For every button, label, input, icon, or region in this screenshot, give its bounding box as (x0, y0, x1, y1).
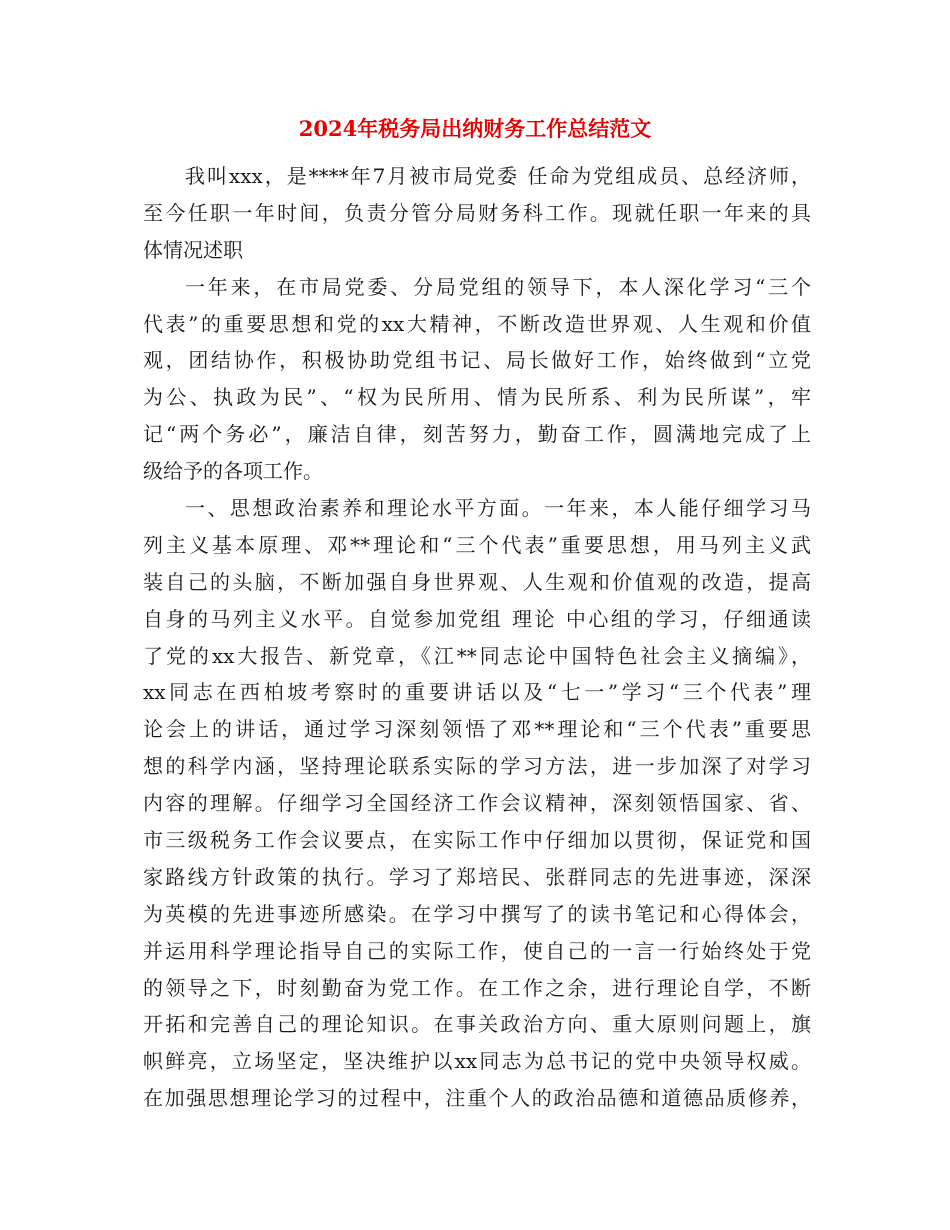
paragraph-line: 了党的xx大报告、新党章，《江**同志论中国特色社会主义摘编》， (143, 643, 811, 668)
document-title: 2024年税务局出纳财务工作总结范文 (298, 116, 652, 141)
paragraph-line: 装自己的头脑，不断加强自身世界观、人生观和价值观的改造，提高 (143, 569, 811, 594)
paragraph-line: 自身的马列主义水平。自觉参加党组 理论 中心组的学习，仔细通读 (143, 606, 811, 631)
paragraph-line: 为公、执政为民”、“权为民所用、情为民所系、利为民所谋”，牢 (143, 385, 811, 410)
paragraph-line: 并运用科学理论指导自己的实际工作，使自己的一言一行始终处于党 (143, 938, 811, 963)
paragraph-line: 在加强思想理论学习的过程中，注重个人的政治品德和道德品质修养， (143, 1086, 811, 1111)
paragraph-line: 观，团结协作，积极协助党组书记、局长做好工作，始终做到“立党 (143, 348, 811, 373)
paragraph-line: 为英模的先进事迹所感染。在学习中撰写了的读书笔记和心得体会， (143, 901, 811, 926)
document-body (143, 158, 811, 1117)
paragraph-line: 市三级税务工作会议要点，在实际工作中仔细加以贯彻，保证党和国 (143, 828, 811, 853)
paragraph-line: 开拓和完善自己的理论知识。在事关政治方向、重大原则问题上，旗 (143, 1012, 811, 1037)
paragraph-line: 帜鲜亮，立场坚定，坚决维护以xx同志为总书记的党中央领导权威。 (143, 1049, 811, 1074)
paragraph-line: 列主义基本原理、邓**理论和“三个代表”重要思想，用马列主义武 (143, 532, 811, 557)
paragraph-line: 的领导之下，时刻勤奋为党工作。在工作之余，进行理论自学，不断 (143, 975, 811, 1000)
paragraph-line: 一年来，在市局党委、分局党组的领导下，本人深化学习“三个 (185, 274, 811, 299)
paragraph-line: 想的科学内涵，坚持理论联系实际的学习方法，进一步加深了对学习 (143, 754, 811, 779)
paragraph-line: 记“两个务必”，廉洁自律，刻苦努力，勤奋工作，圆满地完成了上 (143, 422, 811, 447)
paragraph-line: 一、思想政治素养和理论水平方面。一年来，本人能仔细学习马 (185, 496, 811, 521)
paragraph-line: 级给予的各项工作。 (143, 459, 323, 484)
paragraph-line: 我叫xxx，是****年7月被市局党委 任命为党组成员、总经济师， (185, 164, 811, 188)
paragraph-line: 体情况述职 (143, 237, 243, 262)
paragraph-line: 至今任职一年时间，负责分管分局财务科工作。现就任职一年来的具 (143, 200, 811, 225)
paragraph-line: 内容的理解。仔细学习全国经济工作会议精神，深刻领悟国家、省、 (143, 791, 811, 816)
paragraph-line: 代表”的重要思想和党的xx大精神，不断改造世界观、人生观和价值 (143, 311, 811, 336)
paragraph-line: xx同志在西柏坡考察时的重要讲话以及“七一”学习“三个代表”理 (143, 680, 811, 705)
paragraph-line: 论会上的讲话，通过学习深刻领悟了邓**理论和“三个代表”重要思 (143, 717, 811, 742)
paragraph-line: 家路线方针政策的执行。学习了郑培民、张群同志的先进事迹，深深 (143, 864, 811, 889)
